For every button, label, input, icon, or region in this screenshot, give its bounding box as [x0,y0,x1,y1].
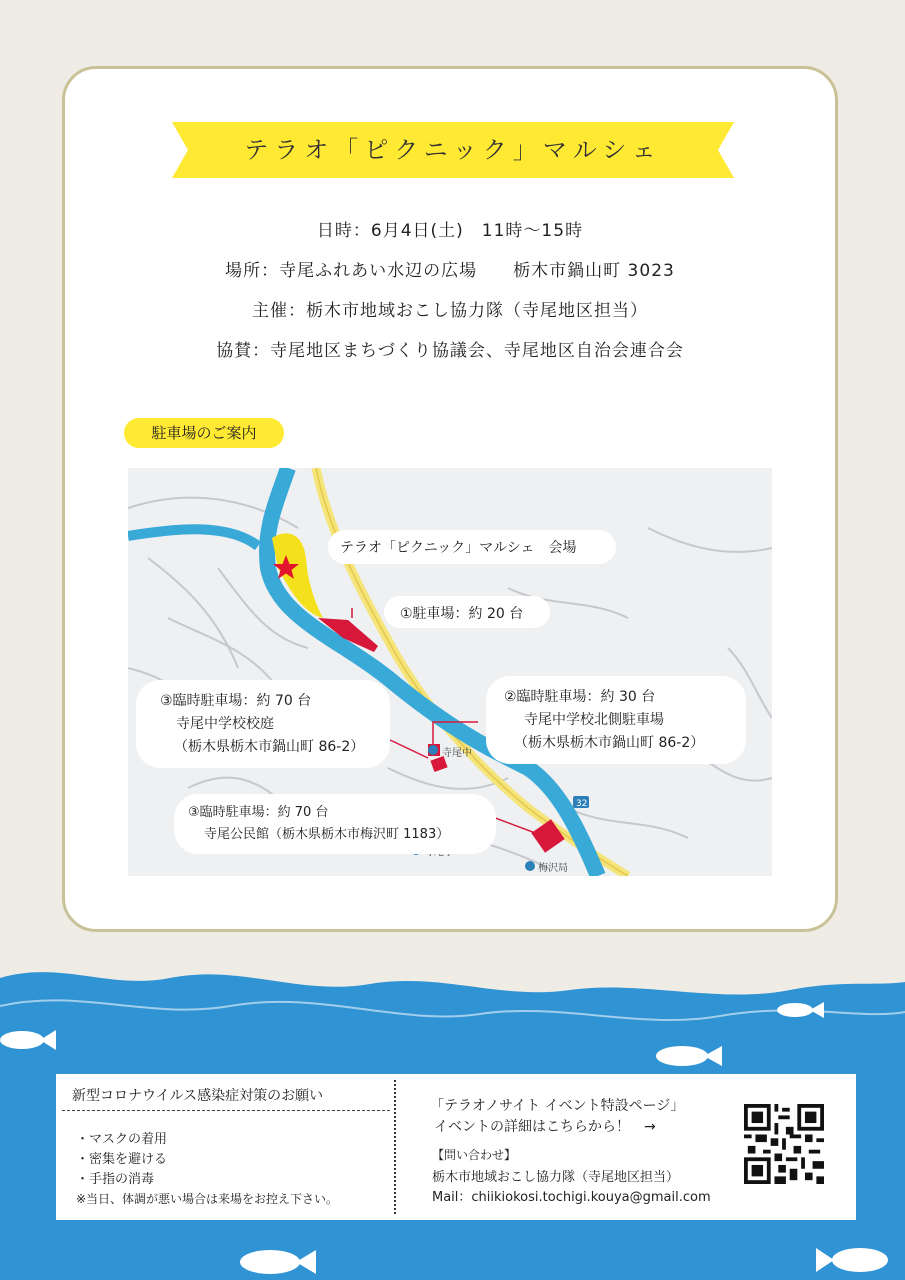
callout-lot2 [486,676,746,764]
covid-title: 新型コロナウイルス感染症対策のお願い [72,1088,324,1104]
school-icon [428,745,438,755]
lot1-label: ①駐車場：約 20 台 [400,606,524,622]
callout-lot3a [136,680,390,768]
contact-title: 【問い合わせ】 [432,1148,517,1162]
lot2-line2: 寺尾中学校北側駐車場 [524,712,664,728]
site-line2[interactable]: イベントの詳細はこちらから！ → [434,1119,656,1135]
event-place: 場所：寺尾ふれあい水辺の広場 栃木市鍋山町 3023 [225,261,675,281]
callout-lot1 [384,596,550,628]
covid-title-underline [62,1110,390,1111]
lot2-line3: （栃木県栃木市鍋山町 86-2） [514,735,705,751]
qr-code-icon[interactable] [744,1104,824,1184]
site-line1: 「テラオノサイト イベント特設ページ」 [430,1098,685,1114]
map-label-post: 梅沢局 [538,863,568,874]
post-office-icon [525,861,535,871]
lot3a-line2: 寺尾中学校校庭 [176,716,274,732]
route-number: 32 [576,799,588,809]
box-divider [394,1080,396,1214]
covid-item-mask: ・マスクの着用 [76,1132,168,1147]
covid-item-crowd: ・密集を避ける [76,1152,168,1167]
lot3b-line2: 寺尾公民館（栃木県栃木市梅沢町 1183） [204,827,450,842]
covid-note: ※当日、体調が悪い場合は来場をお控え下さい。 [76,1192,339,1206]
callout-venue [328,530,616,564]
covid-item-sanitize: ・手指の消毒 [76,1172,155,1187]
contact-mail[interactable]: Mail：chiikiokosi.tochigi.kouya@gmail.com [432,1190,711,1205]
lot3a-line3: （栃木県栃木市鍋山町 86-2） [174,739,365,755]
contact-org: 栃木市地域おこし協力隊（寺尾地区担当） [432,1170,680,1185]
parking-heading: 駐車場のご案内 [124,418,284,448]
event-host: 主催：栃木市地域おこし協力隊（寺尾地区担当） [252,301,648,321]
event-title: テラオ「ピクニック」マルシェ [244,136,662,164]
lot3b-line1: ③臨時駐車場：約 70 台 [188,805,329,820]
lot2-line1: ②臨時駐車場：約 30 台 [504,689,656,705]
lot3a-line1: ③臨時駐車場：約 70 台 [160,693,312,709]
event-datetime: 日時：6月4日(土) 11時～15時 [316,221,584,241]
callout-lot3b [174,794,496,854]
map-label-school: 寺尾中 [442,748,472,759]
venue-label: テラオ「ピクニック」マルシェ 会場 [340,540,577,556]
event-sponsor: 協賛：寺尾地区まちづくり協議会、寺尾地区自治会連合会 [216,341,684,361]
